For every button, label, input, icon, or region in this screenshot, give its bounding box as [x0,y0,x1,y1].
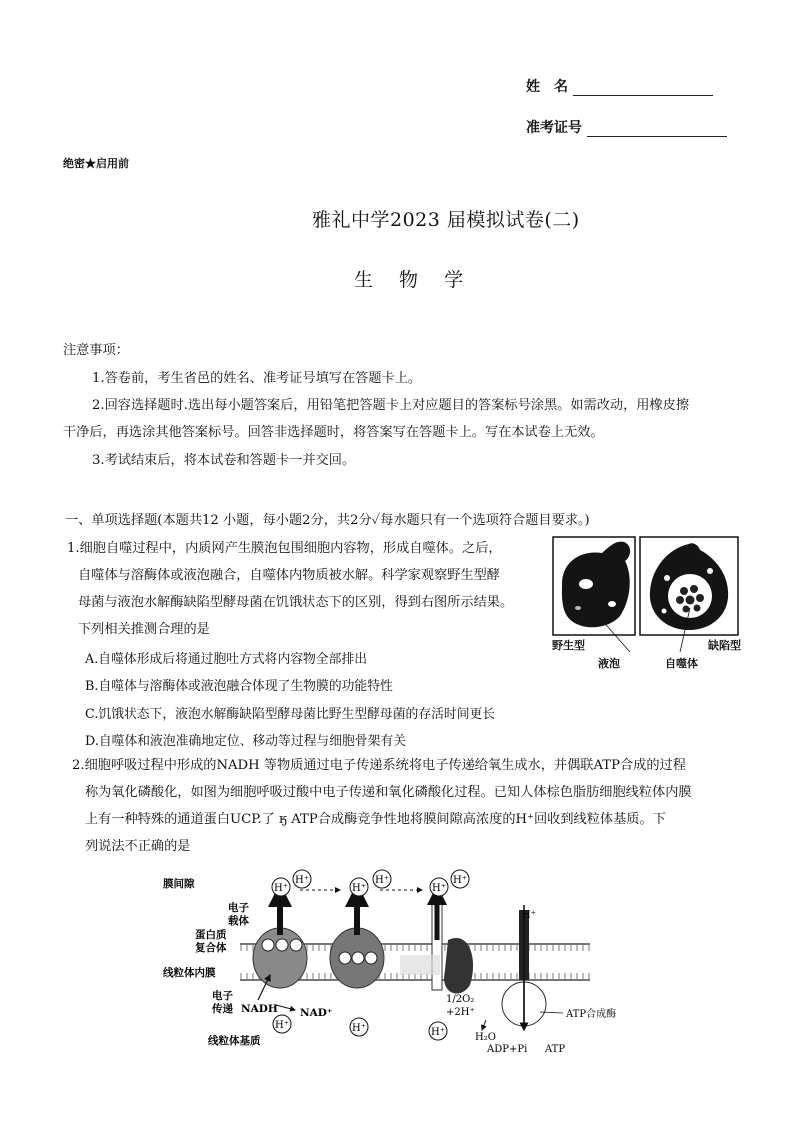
label-electron-transfer-2: 传递 [212,1003,233,1015]
q1-stem-line-1: 1.细胞自噬过程中，内质网产生膜泡包围细胞内容物，形成自噬体。之后， [67,541,502,556]
name-field [526,76,713,96]
h-plus-label: H⁺ [295,875,309,886]
q1-stem-line-3: 母菌与液泡水解酶缺陷型酵母菌在饥饿状态下的区别，得到右图所示结果。 [78,595,514,610]
id-label: 准考证号 [526,120,582,136]
protein-complex-2 [330,928,384,988]
label-matrix: 线粒体基质 [208,1035,261,1047]
notice-item-2a: 2.回容选择题时.选出每小题答案后，用铅笔把答题卡上对应题目的答案标号涂黑。如需改动，用橡皮擦 [92,398,690,413]
label-nadh: NADH [241,1003,278,1015]
label-half-o2: 1/2O₂ [446,994,475,1005]
h-plus-label: H⁺ [274,883,288,894]
h-plus-label: H⁺ [352,883,366,894]
label-electron-carrier-1: 电子 [228,902,249,914]
q2-stem-line-4: 列说法不正确的是 [85,839,191,854]
ucp-channel [400,955,440,975]
q2-stem-line-2: 称为氧化磷酸化，如图为细胞呼吸过酸中电子传递和氧化磷酸化过程。已知人体棕色脂肪细胞线粒体内膜 [85,785,692,800]
id-field [526,117,727,137]
q1-option-a: A.自噬体形成后将通过胞吐方式将内容物全部排出 [85,652,368,667]
nad-arrow [276,1005,295,1010]
h-plus-label: H⁺ [522,910,536,921]
h-plus-label: H⁺ [375,875,389,886]
label-mutant: 缺陷型 [708,639,741,652]
q2-stem-line-1: 2.细胞呼吸过程中形成的NADH 等物质通过电子传递系统将电子传递给氧生成水，并偶联ATP合成的过程 [72,758,686,773]
label-adp: ADP+Pi [487,1044,528,1055]
label-two-h: +2H⁺ [446,1007,475,1018]
h-plus-label: H⁺ [431,1027,445,1038]
h-plus-label: H⁺ [352,1023,366,1034]
label-vacuole: 液泡 [598,657,620,670]
h-plus-label: H⁺ [453,875,467,886]
label-wild-type: 野生型 [552,639,585,652]
section-heading: 一、单项选择题(本题共12 小题，每小题2分，共2分✓每水题只有一个选项符合题目要求。) [65,513,590,528]
secret-label: 绝密★启用前 [63,157,129,170]
notice-heading: 注意事项： [63,343,129,358]
label-protein-complex-2: 复合体 [195,942,227,954]
label-atp: ATP [545,1044,566,1055]
notice-item-3: 3.考试结束后，将本试卷和答题卡一并交回。 [92,453,356,468]
q1-stem-line-4: 下列相关推测合理的是 [78,622,210,637]
label-inner-membrane: 线粒体内膜 [163,967,216,979]
q1-option-c: C.饥饿状态下，液泡水解酶缺陷型酵母菌比野生型酵母菌的存活时间更长 [85,707,496,722]
h-plus-label: H⁺ [275,1020,289,1031]
h-plus-label: H⁺ [432,883,446,894]
label-autophagosome: 自噬体 [665,657,698,670]
protein-complex-1 [253,928,307,988]
q2-stem-line-3: 上有一种特殊的通道蛋白UCP.了 ӄ ATP合成酶竞争性地将膜间隙高浓度的H⁺回收到线粒体基质。下 [85,812,666,827]
label-atp-synthase: ATP合成酶 [566,1009,617,1020]
q1-stem-line-2: 自噬体与溶酶体或液泡融合，自噬体内物质被水解。科学家观察野生型酵 [78,568,500,583]
subject-title: 生 物 学 [354,269,474,291]
label-water: H₂O [475,1032,496,1043]
q1-option-b: B.自噬体与溶酶体或液泡融合体现了生物膜的功能特性 [85,679,393,694]
label-nad: NAD⁺ [300,1007,333,1019]
label-intermembrane: 膜间隙 [163,878,195,890]
id-blank [587,122,727,137]
page-title: 雅礼中学2023 届模拟试卷(二) [312,209,580,231]
notice-item-2b: 干净后，再选涂其他答案标号。回答非选择题时，将答案写在答题卡上。写在本试卷上无效。 [63,425,604,440]
name-label: 姓 名 [526,79,568,95]
label-protein-complex-1: 蛋白质 [195,929,227,941]
name-blank [573,81,713,96]
notice-item-1: 1.答卷前，考生省邑的姓名、准考证号填写在答题卡上。 [92,371,422,386]
label-electron-carrier-2: 载体 [228,915,249,927]
label-electron-transfer-1: 电子 [212,990,233,1002]
water-arrow [482,1020,486,1030]
q1-option-d: D.自噬体和液泡准确地定位、移动等过程与细胞骨架有关 [85,734,406,749]
q2-etc-figure [150,862,617,1062]
